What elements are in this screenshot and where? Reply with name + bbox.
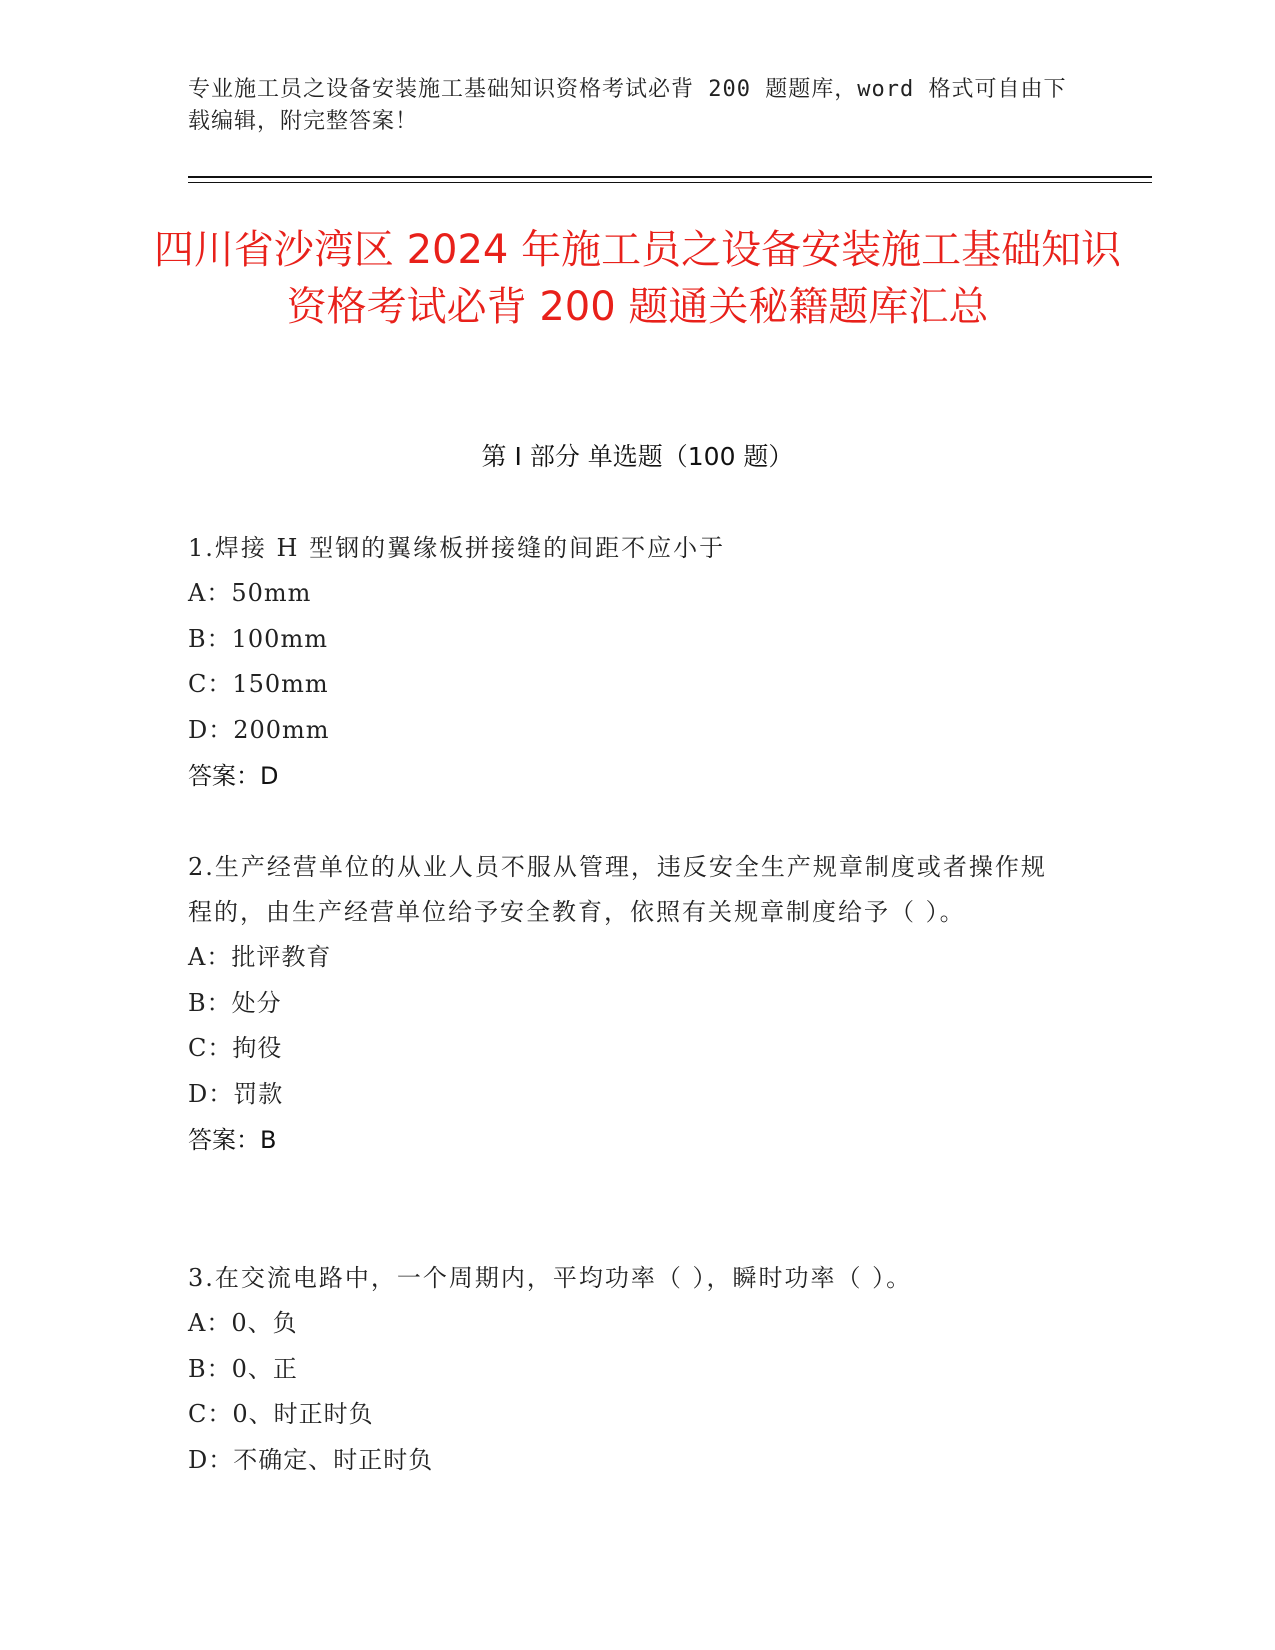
option-d: D：200mm: [188, 715, 330, 744]
document-title: 四川省沙湾区 2024 年施工员之设备安装施工基础知识资格考试必背 200 题通关秘籍题库汇总: [153, 227, 1122, 330]
option-d: D：罚款: [188, 1079, 284, 1108]
option-b: B：0、正: [188, 1354, 298, 1383]
answer: 答案：D: [188, 762, 279, 790]
option-a: A：50mm: [188, 579, 312, 607]
question-stem: 2.生产经营单位的从业人员不服从管理，违反安全生产规章制度或者操作规程的，由生产经营单位给予安全教育，依照有关规章制度给予（ ）。: [188, 853, 1047, 926]
question-2: [188, 845, 1068, 1163]
answer: 答案：B: [188, 1126, 277, 1154]
option-a: A：0、负: [188, 1309, 298, 1337]
section-heading: 第 I 部分 单选题（100 题）: [481, 442, 794, 471]
option-c: C：150mm: [188, 670, 329, 698]
question-3: [188, 1256, 1068, 1483]
option-a: A：批评教育: [188, 943, 332, 971]
question-stem: 1.焊接 H 型钢的翼缘板拼接缝的间距不应小于: [188, 534, 726, 562]
header-note: 专业施工员之设备安装施工基础知识资格考试必背 200 题题库，word 格式可自由下载编辑，附完整答案！: [188, 77, 1067, 134]
option-c: C：拘役: [188, 1034, 283, 1062]
header-rule-thick: [188, 176, 1152, 178]
question-stem: 3.在交流电路中，一个周期内，平均功率（ ），瞬时功率（ ）。: [188, 1264, 913, 1292]
option-b: B：处分: [188, 988, 282, 1017]
option-b: B：100mm: [188, 624, 328, 653]
option-d: D：不确定、时正时负: [188, 1445, 434, 1474]
option-c: C：0、时正时负: [188, 1400, 374, 1428]
question-1: [188, 526, 1068, 799]
header-rule-thin: [188, 182, 1152, 183]
